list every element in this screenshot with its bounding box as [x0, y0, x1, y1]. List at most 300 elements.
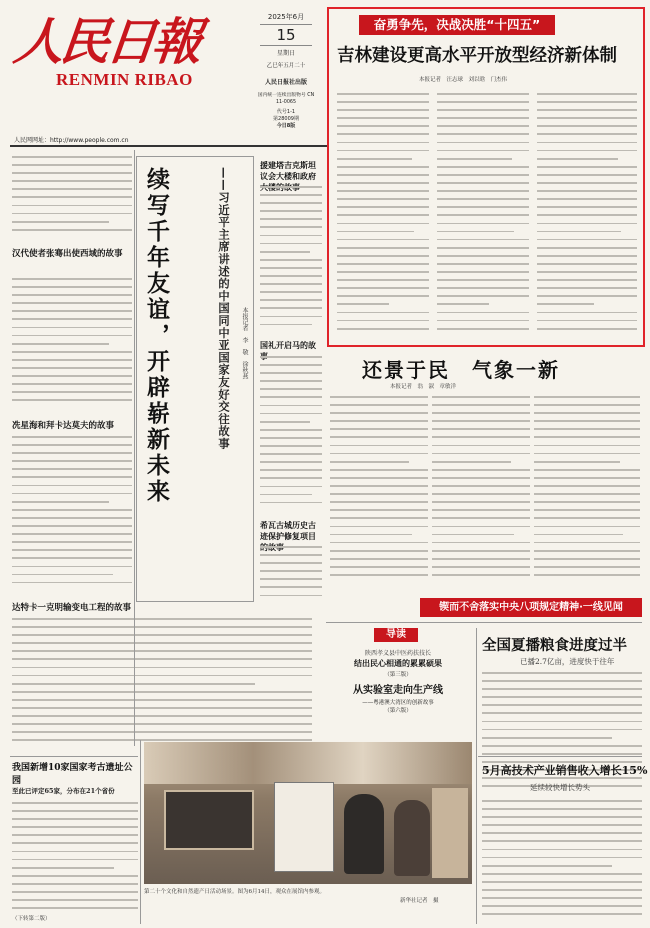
body-text-line: [437, 206, 529, 208]
body-text-line: [437, 150, 529, 152]
body-text-line: [537, 312, 637, 314]
body-text-line: [337, 93, 429, 95]
body-text-line: [337, 239, 429, 241]
body-text-line: [12, 318, 132, 320]
body-text-line: [437, 214, 529, 216]
body-text-line: [12, 883, 138, 885]
mid-h2[interactable]: 国礼开启马的故: [260, 341, 316, 350]
body-text-line: [12, 842, 138, 844]
guide-item2c: （第六版）: [384, 708, 412, 714]
body-text-line: [537, 239, 637, 241]
body-text-line: [330, 550, 428, 552]
body-text-line: [12, 517, 132, 519]
body-text-line: [12, 826, 138, 828]
body-text-line: [260, 405, 322, 407]
body-text-line: [537, 150, 637, 152]
body-text-line: [330, 404, 428, 406]
body-text-line: [482, 729, 642, 731]
body-text-line: [337, 133, 429, 135]
body-text-line: [432, 517, 530, 519]
left-col-body2: [12, 436, 132, 596]
body-text-line: [260, 388, 322, 390]
body-text-line: [482, 857, 642, 859]
body-text-line: [330, 396, 428, 398]
body-text-line: [337, 158, 412, 160]
body-text-line: [260, 502, 322, 504]
body-text-line: [12, 501, 109, 503]
body-text-line: [260, 267, 322, 269]
body-text-line: [534, 517, 640, 519]
body-text-line: [260, 562, 322, 564]
body-text-line: [537, 206, 637, 208]
date-issn: 国内统一连续出版物号 CN 11-0065: [257, 93, 315, 105]
masthead-date-box: [254, 12, 318, 140]
body-text-line: [534, 436, 640, 438]
body-text-line: [337, 295, 429, 297]
body-text-line: [432, 501, 530, 503]
lead-kicker: 奋勇争先，决战决胜“十四五”: [359, 15, 555, 35]
body-text-line: [482, 721, 642, 723]
body-text-line: [12, 180, 132, 182]
body-text-line: [482, 840, 642, 842]
body-text-line: [330, 493, 428, 495]
lead-story-box[interactable]: [327, 7, 645, 347]
body-text-line: [12, 294, 132, 296]
body-text-line: [537, 142, 637, 144]
body-text-line: [12, 213, 132, 215]
body-text-line: [12, 658, 312, 660]
body-text-line: [260, 554, 322, 556]
body-text-line: [537, 287, 637, 289]
body-text-line: [482, 800, 642, 802]
body-text-line: [330, 485, 428, 487]
body-text-line: [260, 380, 322, 382]
body-text-line: [12, 229, 132, 231]
date-weekday: 星期日: [276, 50, 295, 57]
body-text-line: [534, 558, 640, 560]
body-text-line: [437, 125, 529, 127]
masthead-url[interactable]: 人民网网址：http://www.people.com.cn: [14, 137, 129, 144]
body-text-line: [12, 476, 132, 478]
body-text-line: [12, 650, 312, 652]
guide-label: 导读: [374, 628, 418, 642]
body-text-line: [437, 142, 529, 144]
body-text-line: [437, 239, 529, 241]
body-text-line: [337, 182, 429, 184]
body-text-line: [534, 534, 623, 536]
date-pages: 今日8版: [276, 123, 296, 129]
body-text-line: [432, 477, 530, 479]
body-text-line: [260, 299, 322, 301]
lead-title[interactable]: 吉林建设更高水平开放型经济新体制: [337, 46, 617, 66]
body-text-line: [12, 642, 312, 644]
body-text-line: [12, 436, 132, 438]
body-text-line: [537, 182, 637, 184]
body-text-line: [437, 198, 529, 200]
feature-title[interactable]: 还景于民 气象一新: [362, 358, 560, 382]
logo-pinyin: RENMIN RIBAO: [56, 70, 193, 89]
lead-body-col1: [337, 93, 429, 341]
body-text-line: [432, 566, 530, 568]
body-text-line: [330, 558, 428, 560]
body-text-line: [12, 834, 138, 836]
body-text-line: [260, 186, 322, 188]
body-text-line: [482, 680, 642, 682]
body-text-line: [437, 328, 529, 330]
body-text-line: [534, 420, 640, 422]
body-text-line: [12, 205, 132, 207]
body-text-line: [537, 263, 637, 265]
body-text-line: [12, 634, 312, 636]
body-text-line: [534, 485, 640, 487]
body-text-line: [12, 675, 312, 677]
hightech-body: [482, 800, 642, 922]
body-text-line: [534, 501, 640, 503]
body-text-line: [482, 849, 642, 851]
body-text-line: [437, 255, 529, 257]
body-text-line: [12, 810, 138, 812]
body-text-line: [12, 302, 132, 304]
body-text-line: [260, 421, 310, 423]
body-text-line: [537, 320, 637, 322]
continued-note: （下转第二版）: [12, 916, 51, 922]
body-text-line: [12, 444, 132, 446]
body-text-line: [337, 271, 429, 273]
date-edition: 人民日报社出版: [264, 79, 307, 86]
body-text-line: [330, 469, 428, 471]
body-text-line: [260, 570, 322, 572]
body-text-line: [337, 166, 429, 168]
vertical-big-title[interactable]: 续写千年友谊，开辟崭新未来: [143, 167, 169, 505]
body-text-line: [330, 542, 428, 544]
body-text-line: [534, 461, 620, 463]
body-text-line: [482, 816, 642, 818]
body-text-line: [437, 287, 529, 289]
body-text-line: [12, 557, 132, 559]
body-text-line: [12, 818, 138, 820]
body-text-line: [260, 259, 322, 261]
body-text-line: [437, 133, 529, 135]
body-text-line: [12, 375, 132, 377]
body-text-line: [337, 101, 429, 103]
eight-rules-banner[interactable]: 锲而不舍落实中央八项规定精神·一线见闻: [420, 598, 642, 617]
body-text-line: [534, 509, 640, 511]
body-text-line: [330, 436, 428, 438]
mid-body-c: [260, 546, 322, 606]
body-text-line: [482, 913, 642, 915]
body-text-line: [330, 461, 409, 463]
body-text-line: [12, 383, 132, 385]
body-text-line: [12, 715, 312, 717]
body-text-line: [12, 509, 132, 511]
body-text-line: [337, 174, 429, 176]
body-text-line: [12, 891, 138, 893]
body-text-line: [12, 286, 132, 288]
body-text-line: [337, 214, 429, 216]
vertical-sub-title: ——习近平主席讲述的中国同中亚国家友好交往故事: [217, 167, 230, 450]
body-text-line: [260, 218, 322, 220]
body-text-line: [537, 223, 637, 225]
body-text-line: [537, 279, 637, 281]
body-text-line: [12, 485, 132, 487]
body-text-line: [537, 174, 637, 176]
date-issue: 第28009期: [273, 116, 299, 122]
photo-caption: 第二十个文化和自然遗产日活动场景。图为6月14日，观众在展馆内参观。: [144, 889, 326, 895]
body-text-line: [437, 231, 514, 233]
body-text-line: [12, 875, 138, 877]
body-text-line: [537, 101, 637, 103]
body-text-line: [260, 202, 322, 204]
body-text-line: [432, 574, 530, 576]
body-text-line: [260, 243, 322, 245]
body-text-line: [537, 117, 637, 119]
feature-col2: [432, 396, 530, 590]
logo-text: 人民日報: [10, 12, 202, 71]
body-text-line: [260, 324, 312, 326]
body-text-line: [12, 699, 312, 701]
body-text-line: [260, 372, 322, 374]
body-text-line: [534, 396, 640, 398]
guide-item2[interactable]: 从实验室走向生产线: [353, 685, 443, 696]
body-text-line: [12, 899, 138, 901]
body-text-line: [12, 851, 138, 853]
body-text-line: [482, 808, 642, 810]
guide-item1[interactable]: 陕西孝义县中医药扶技长: [364, 650, 431, 657]
body-text-line: [337, 206, 429, 208]
body-text-line: [482, 905, 642, 907]
body-text-line: [260, 364, 322, 366]
body-text-line: [537, 109, 637, 111]
body-text-line: [12, 367, 132, 369]
body-text-line: [432, 453, 530, 455]
left-col-body3: [12, 618, 312, 750]
body-text-line: [260, 413, 322, 415]
guide-item2b: ——粤港澳大湾区的创新故事: [362, 700, 434, 706]
body-text-line: [337, 287, 429, 289]
body-text-line: [437, 117, 529, 119]
body-text-line: [12, 188, 132, 190]
body-text-line: [12, 566, 132, 568]
body-text-line: [534, 453, 640, 455]
mid-body-a: [260, 186, 322, 334]
body-text-line: [482, 873, 642, 875]
body-text-line: [260, 453, 322, 455]
body-text-line: [330, 526, 428, 528]
hightech-title[interactable]: 5月高技术产业销售收入增长15%: [482, 764, 648, 777]
body-text-line: [337, 142, 429, 144]
body-text-line: [432, 550, 530, 552]
body-text-line: [12, 399, 132, 401]
left-h2[interactable]: 冼星海和拜卡达莫夫的故事: [12, 421, 115, 431]
news-photo: [144, 742, 472, 884]
body-text-line: [330, 428, 428, 430]
hightech-sub: 延续较快增长势头: [530, 783, 590, 792]
body-text-line: [437, 223, 529, 225]
body-text-line: [537, 303, 594, 305]
body-text-line: [12, 549, 132, 551]
body-text-line: [432, 412, 530, 414]
body-text-line: [537, 133, 637, 135]
body-text-line: [260, 595, 322, 597]
body-text-line: [437, 279, 529, 281]
body-text-line: [330, 453, 428, 455]
body-text-line: [12, 468, 132, 470]
body-text-line: [12, 310, 132, 312]
body-text-line: [260, 494, 312, 496]
body-text-line: [437, 190, 529, 192]
body-text-line: [432, 445, 530, 447]
body-text-line: [432, 461, 511, 463]
lead-body-col3: [537, 93, 637, 341]
body-text-line: [330, 509, 428, 511]
date-code: 代号1-1: [276, 109, 296, 115]
body-text-line: [432, 469, 530, 471]
body-text-line: [12, 391, 132, 393]
body-text-line: [432, 542, 530, 544]
body-text-line: [432, 404, 530, 406]
body-text-line: [12, 327, 132, 329]
body-text-line: [432, 436, 530, 438]
body-text-line: [12, 731, 312, 733]
body-text-line: [260, 235, 322, 237]
body-text-line: [537, 190, 637, 192]
body-text-line: [534, 428, 640, 430]
body-text-line: [260, 283, 322, 285]
guide-item1b[interactable]: 结出民心相通的累累硕果: [354, 659, 442, 668]
body-text-line: [482, 737, 612, 739]
body-text-line: [260, 356, 322, 358]
masthead-logo: [10, 8, 202, 94]
body-text-line: [260, 429, 322, 431]
body-text-line: [437, 247, 529, 249]
body-text-line: [482, 696, 642, 698]
body-text-line: [337, 303, 389, 305]
body-text-line: [432, 509, 530, 511]
body-text-line: [337, 279, 429, 281]
body-text-line: [534, 469, 640, 471]
vertical-byline: 本报记者 李 敬 徐秋燕: [241, 307, 248, 379]
mid-body-b: [260, 356, 322, 516]
body-text-line: [12, 739, 312, 741]
body-text-line: [12, 196, 132, 198]
body-text-line: [12, 164, 132, 166]
body-text-line: [537, 255, 637, 257]
body-text-line: [260, 251, 310, 253]
date-lunar: 乙巳年五月二十: [266, 63, 306, 69]
body-text-line: [260, 210, 322, 212]
body-text-line: [12, 460, 132, 462]
feature-col3: [534, 396, 640, 590]
body-text-line: [437, 303, 489, 305]
body-text-line: [537, 125, 637, 127]
body-text-line: [12, 351, 132, 353]
body-text-line: [534, 493, 640, 495]
body-text-line: [337, 109, 429, 111]
summer-title[interactable]: 全国夏播粮食进度过半: [482, 638, 627, 654]
body-text-line: [337, 117, 429, 119]
body-text-line: [260, 396, 322, 398]
body-text-line: [12, 582, 132, 584]
body-text-line: [337, 223, 429, 225]
body-text-line: [337, 320, 429, 322]
body-text-line: [260, 445, 322, 447]
body-text-line: [330, 534, 412, 536]
body-text-line: [337, 247, 429, 249]
body-text-line: [534, 477, 640, 479]
lead-byline: 本报记者 汪志球 刘以晗 门杰伟: [419, 77, 508, 83]
vertical-title-box[interactable]: [136, 156, 254, 602]
body-text-line: [12, 802, 138, 804]
body-text-line: [260, 194, 322, 196]
body-text-line: [337, 125, 429, 127]
body-text-line: [12, 452, 132, 454]
body-text-line: [482, 704, 642, 706]
body-text-line: [12, 691, 312, 693]
body-text-line: [260, 578, 322, 580]
body-text-line: [337, 263, 429, 265]
body-text-line: [12, 707, 312, 709]
body-text-line: [12, 156, 132, 158]
body-text-line: [432, 558, 530, 560]
body-text-line: [534, 412, 640, 414]
mid-h1[interactable]: 援建塔吉克斯坦议会大楼和政府: [260, 161, 316, 181]
body-text-line: [482, 712, 642, 714]
body-text-line: [432, 526, 530, 528]
body-text-line: [12, 867, 114, 869]
left-h3[interactable]: 达特卡一克明输变电工程的故事: [12, 603, 132, 613]
body-text-line: [260, 469, 322, 471]
body-text-line: [537, 328, 637, 330]
body-text-line: [534, 542, 640, 544]
heritage-title[interactable]: 我国新增10家国家考古遗址公园: [12, 763, 133, 786]
body-text-line: [482, 745, 642, 747]
feature-col1: [330, 396, 428, 590]
body-text-line: [12, 278, 132, 280]
body-text-line: [330, 566, 428, 568]
body-text-line: [534, 574, 640, 576]
body-text-line: [12, 626, 312, 628]
body-text-line: [260, 307, 322, 309]
body-text-line: [260, 486, 322, 488]
body-text-line: [12, 525, 132, 527]
body-text-line: [482, 897, 642, 899]
body-text-line: [260, 291, 322, 293]
body-text-line: [260, 477, 322, 479]
body-text-line: [432, 534, 514, 536]
body-text-line: [260, 316, 322, 318]
body-text-line: [337, 198, 429, 200]
body-text-line: [12, 541, 132, 543]
guide-item1c: （第三版）: [384, 672, 412, 678]
feature-byline: 本报记者 翁 淑 章敏洋: [390, 384, 457, 390]
left-h1[interactable]: 汉代使者张骞出使西域的故事: [12, 249, 123, 259]
body-text-line: [482, 889, 642, 891]
heritage-sub: 至此已评定65家，分布在21个省份: [12, 787, 115, 795]
body-text-line: [482, 824, 642, 826]
body-text-line: [437, 93, 529, 95]
body-text-line: [432, 420, 530, 422]
body-text-line: [432, 396, 530, 398]
body-text-line: [437, 109, 529, 111]
heritage-body: [12, 802, 138, 920]
lead-body-col2: [437, 93, 529, 341]
mid-h3[interactable]: 希瓦古城历史古迹保护修复项目: [260, 521, 316, 541]
body-text-line: [260, 461, 322, 463]
body-text-line: [432, 493, 530, 495]
body-text-line: [534, 566, 640, 568]
body-text-line: [337, 312, 429, 314]
body-text-line: [12, 493, 132, 495]
